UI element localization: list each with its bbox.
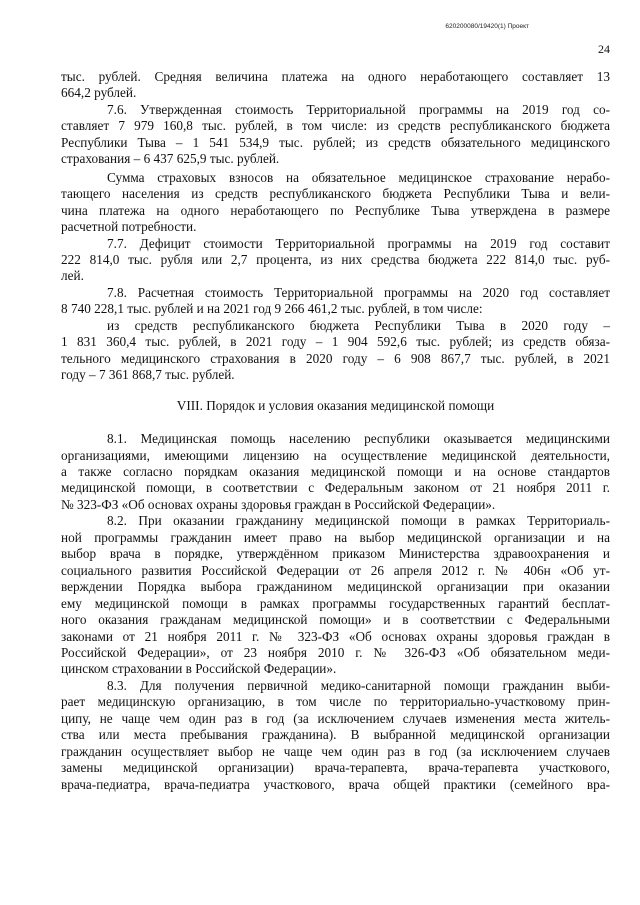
text-line: организациями, имеющими лицензию на осуществление медицинской деятельности,: [61, 447, 610, 463]
text-line: тельного медицинского страхования в 2020 году – 6 908 867,7 тыс. рублей, в 2021: [61, 350, 610, 366]
text-line: 222 814,0 тыс. рубля или 2,7 процента, из них средства бюджета 222 814,0 тыс. руб-: [61, 251, 610, 267]
text-line: Российской Федерации», от 23 ноября 2010 г. № 326-ФЗ «Об обязательном меди-: [61, 644, 610, 660]
text-line: медицинской помощи, в соответствии с Федеральным законом от 21 ноября 2011 г.: [61, 480, 610, 496]
text-line: выбор врача в порядке, утверждённом приказом Министерства здравоохранения и: [61, 546, 610, 562]
text-line: году – 7 361 868,7 тыс. рублей.: [61, 367, 235, 383]
text-line: законами от 21 ноября 2011 г. № 323-ФЗ «Об основах охраны здоровья граждан в: [61, 628, 610, 644]
text-line: ства или места пребывания гражданина). В выбранной медицинской организации: [61, 727, 610, 743]
text-line: 7.6. Утвержденная стоимость Территориальной программы на 2019 год со-: [107, 101, 610, 117]
text-line: 1 831 360,4 тыс. рублей, в 2021 году – 1 904 592,6 тыс. рублей; из средств обяза-: [61, 334, 610, 350]
text-line: 8.1. Медицинская помощь населению республики оказывается медицинскими: [107, 431, 610, 447]
text-line: ного оказания гражданам медицинской помощи» и в соответствии с Федеральными: [61, 612, 610, 628]
text-line: 8 740 228,1 тыс. рублей и на 2021 год 9 266 461,2 тыс. рублей, в том числе:: [61, 301, 483, 317]
text-line: верждении Порядка выбора гражданином медицинской организации при оказании: [61, 579, 610, 595]
text-line: рает медицинскую организацию, в том числе по территориально-участковому прин-: [61, 694, 610, 710]
text-line: 7.7. Дефицит стоимости Территориальной программы на 2019 год составит: [107, 235, 610, 251]
section-heading: VIII. Порядок и условия оказания медицинской помощи: [176, 397, 495, 413]
page-number: 24: [598, 42, 610, 56]
text-line: ной программы гражданин имеет право на выбор медицинской организации и на: [61, 529, 610, 545]
document-body: [61, 69, 610, 793]
text-line: 664,2 рублей.: [61, 85, 137, 101]
text-line: расчетной потребности.: [61, 219, 197, 235]
text-line: ставляет 7 979 160,8 тыс. рублей, в том числе: из средств республиканского бюджета: [61, 118, 610, 134]
text-line: из средств республиканского бюджета Республики Тыва в 2020 году –: [107, 317, 610, 333]
text-line: Республики Тыва – 1 541 534,9 тыс. рублей; из средств обязательного медицинского: [61, 134, 610, 150]
text-line: № 323-ФЗ «Об основах охраны здоровья граждан в Российской Федерации».: [61, 496, 496, 512]
text-line: а также согласно порядкам оказания медицинской помощи и на основе стандартов: [61, 463, 610, 479]
text-line: гражданин осуществляет выбор не чаще чем один раз в год (за исключением случаев: [61, 743, 610, 759]
text-line: ципу, не чаще чем один раз в год (за исключением случаев изменения места житель-: [61, 710, 610, 726]
text-line: цинском страховании в Российской Федерации».: [61, 661, 337, 677]
text-line: чина платежа на одного неработающего по Республике Тыва утверждена в размере: [61, 202, 610, 218]
text-line: 7.8. Расчетная стоимость Территориальной программы на 2020 год составляет: [107, 284, 610, 300]
text-line: ему медицинской помощи в рамках программы государственных гарантий бесплат-: [61, 595, 610, 611]
text-line: 8.2. При оказании гражданину медицинской помощи в рамках Территориаль-: [107, 513, 610, 529]
text-line: врача-педиатра, врача-педиатра участкового, врача общей практики (семейного вра-: [61, 776, 610, 792]
text-line: страхования – 6 437 625,9 тыс. рублей.: [61, 151, 280, 167]
text-line: Сумма страховых взносов на обязательное медицинское страхование нерабо-: [107, 169, 610, 185]
text-line: тыс. рублей. Средняя величина платежа на одного неработающего составляет 13: [61, 69, 610, 84]
document-id: 620200080/19420(1) Проект: [445, 23, 529, 30]
text-line: замены медицинской организации) врача-терапевта, врача-терапевта участкового,: [61, 760, 610, 776]
text-line: тающего населения из средств республиканского бюджета Республики Тыва и вели-: [61, 186, 610, 202]
text-line: лей.: [61, 268, 84, 284]
text-line: 8.3. Для получения первичной медико-санитарной помощи гражданин выби-: [107, 677, 610, 693]
text-line: социального развития Российской Федерации от 26 апреля 2012 г. № 406н «Об ут-: [61, 562, 610, 578]
